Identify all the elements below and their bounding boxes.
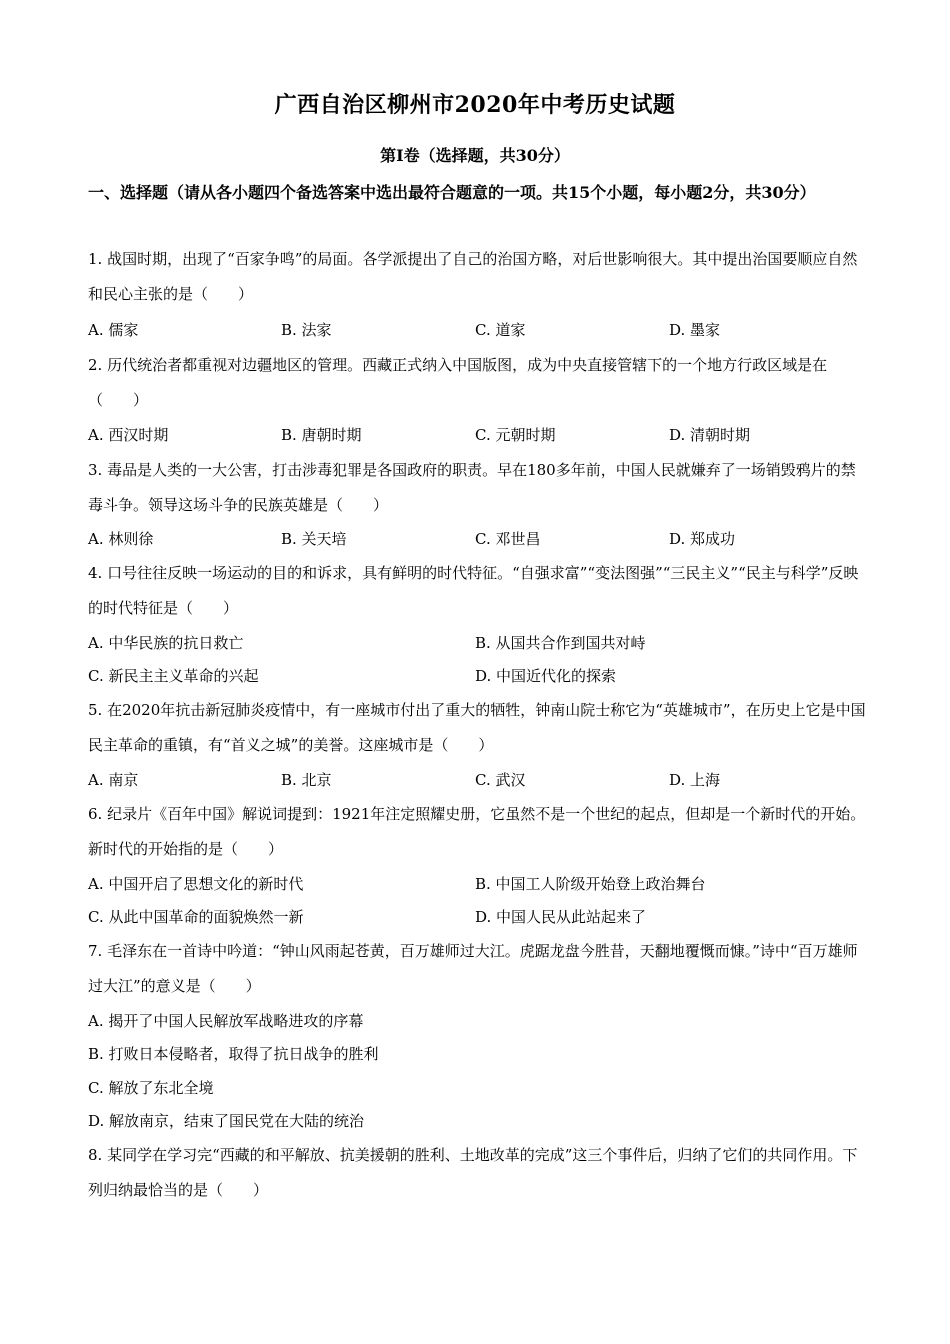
option-d: D. 上海 [669,771,721,789]
question-2-options [88,424,868,446]
option-c: C. 从此中国革命的面貌焕然一新 [88,908,304,926]
option-b: B. 唐朝时期 [281,426,362,444]
option-d: D. 郑成功 [669,530,736,548]
option-d: D. 中国人民从此站起来了 [475,908,647,926]
option-a: A. 揭开了中国人民解放军战略进攻的序幕 [88,1012,364,1030]
question-1-text: 1. 战国时期，出现了“百家争鸣”的局面。各学派提出了自己的治国方略，对后世影响很大。其中提出治国要顺应自然和民心主张的是（ ） [88,250,858,303]
question-4-text: 4. 口号往往反映一场运动的目的和诉求，具有鲜明的时代特征。“自强求富”“变法图强”“三民主义”“民主与科学”反映的时代特征是（ ） [88,564,859,617]
question-6-options-row2 [88,906,868,928]
option-a: A. 西汉时期 [88,426,169,444]
section-heading: 一、选择题（请从各小题四个备选答案中选出最符合题意的一项。共15个小题，每小题2分，共30分） [88,183,816,202]
question-7-option-b [88,1043,868,1065]
part-subtitle: 第Ⅰ卷（选择题，共30分） [380,146,570,165]
option-b: B. 法家 [281,321,332,339]
question-4-options-row1 [88,632,868,654]
option-c: C. 道家 [475,321,526,339]
question-6-text: 6. 纪录片《百年中国》解说词提到：1921年注定照耀史册，它虽然不是一个世纪的起点，但却是一个新时代的开始。新时代的开始指的是（ ） [88,805,866,858]
question-2-text: 2. 历代统治者都重视对边疆地区的管理。西藏正式纳入中国版图，成为中央直接管辖下的一个地方行政区域是在（ ） [88,356,828,409]
option-d: D. 墨家 [669,321,721,339]
option-a: A. 林则徐 [88,530,154,548]
option-d: D. 中国近代化的探索 [475,667,617,685]
question-5-text: 5. 在2020年抗击新冠肺炎疫情中，有一座城市付出了重大的牺牲，钟南山院士称它为“英雄城市”，在历史上它是中国民主革命的重镇，有“首义之城”的美誉。这座城市是（ ） [88,701,866,754]
option-b: B. 关天培 [281,530,347,548]
question-7-option-c [88,1077,868,1099]
question-1-options [88,319,868,341]
question-7-option-d [88,1110,868,1132]
question-6-options-row1 [88,873,868,895]
page-title: 广西自治区柳州市2020年中考历史试题 [274,92,676,118]
question-8-text: 8. 某同学在学习完“西藏的和平解放、抗美援朝的胜利、土地改革的完成”这三个事件后，归纳了它们的共同作用。下列归纳最恰当的是（ ） [88,1146,858,1199]
option-a: A. 南京 [88,771,139,789]
option-c: C. 新民主主义革命的兴起 [88,667,259,685]
option-a: A. 中国开启了思想文化的新时代 [88,875,304,893]
option-d: D. 清朝时期 [669,426,751,444]
question-4-options-row2 [88,665,868,687]
option-a: A. 儒家 [88,321,139,339]
option-a: A. 中华民族的抗日救亡 [88,634,244,652]
option-c: C. 邓世昌 [475,530,541,548]
question-5-options [88,769,868,791]
option-b: B. 北京 [281,771,332,789]
option-c: C. 解放了东北全境 [88,1079,214,1097]
option-c: C. 元朝时期 [475,426,556,444]
option-b: B. 中国工人阶级开始登上政治舞台 [475,875,706,893]
option-c: C. 武汉 [475,771,526,789]
question-7-option-a [88,1010,868,1032]
option-d: D. 解放南京，结束了国民党在大陆的统治 [88,1112,365,1130]
question-7-text: 7. 毛泽东在一首诗中吟道：“钟山风雨起苍黄，百万雄师过大江。虎踞龙盘今胜昔，天翻地覆慨而慷。”诗中“百万雄师过大江”的意义是（ ） [88,942,858,995]
question-3-options [88,528,868,550]
question-3-text: 3. 毒品是人类的一大公害，打击涉毒犯罪是各国政府的职责。早在180多年前，中国人民就嫌弃了一场销毁鸦片的禁毒斗争。领导这场斗争的民族英雄是（ ） [88,461,856,514]
option-b: B. 从国共合作到国共对峙 [475,634,646,652]
option-b: B. 打败日本侵略者，取得了抗日战争的胜利 [88,1045,379,1063]
